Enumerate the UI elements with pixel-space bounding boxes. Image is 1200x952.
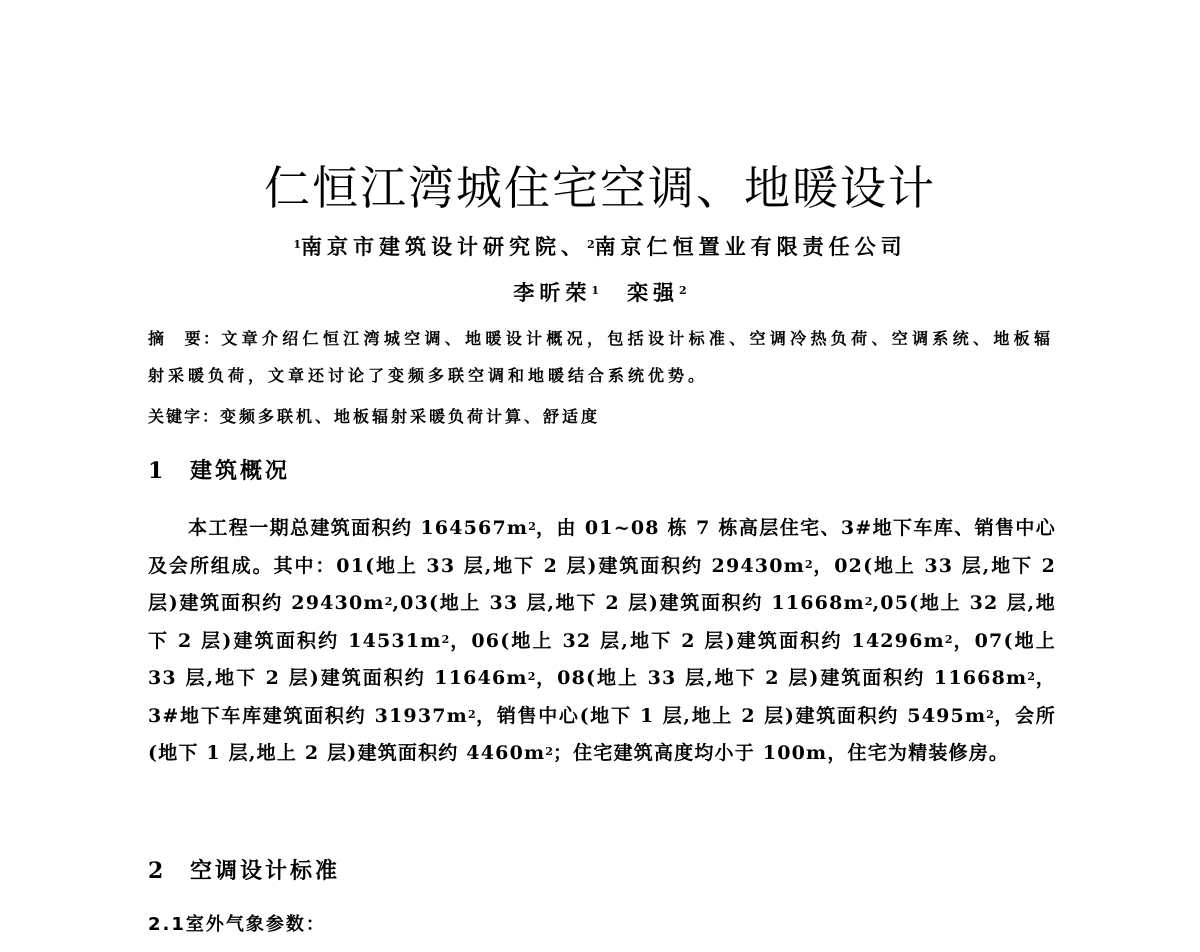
superscript: 2: [944, 632, 953, 646]
superscript: 2: [441, 632, 450, 646]
paragraph-text-run: ，02(地上 33 层,地下 2 层)建筑面积约 29430m: [148, 554, 1056, 614]
affiliation-mark-1: 1: [293, 238, 301, 251]
abstract-text: 文章介绍仁恒江湾城空调、地暖设计概况，包括设计标准、空调冷热负荷、空调系统、地板辐射采暖负荷，文章还讨论了变频多联空调和地暖结合系统优势。: [148, 329, 1054, 385]
paragraph-text-run: ,05(地上 32 层,地下 2 层)建筑面积约 14531m: [148, 592, 1056, 652]
subsection-heading-outdoor-params: 2.1室外气象参数：: [148, 914, 326, 935]
author-name: 李昕荣: [513, 280, 592, 305]
superscript: 2: [545, 745, 553, 758]
abstract-label: 摘 要：: [148, 329, 222, 348]
abstract: [148, 320, 1054, 394]
section-heading-ac-standard: [148, 856, 340, 886]
paragraph-text-run: ，销售中心(地下 1 层,地上 2 层)建筑面积约 5495m: [475, 704, 987, 727]
superscript: 2: [864, 595, 873, 608]
keywords-text: 变频多联机、地板辐射采暖负荷计算、舒适度: [220, 407, 601, 426]
affiliation-1: 南京市建筑设计研究院、: [301, 234, 587, 259]
author-mark: 2: [679, 284, 687, 297]
superscript: 2: [804, 557, 813, 571]
superscript: 2: [527, 670, 536, 683]
paragraph-text-run: ，07(地上 33 层,地下 2 层)建筑面积约 11646m: [148, 629, 1056, 689]
section-number: 2: [148, 858, 167, 884]
authors: [0, 278, 1200, 308]
section-heading-building: [148, 456, 290, 486]
keywords: [148, 402, 1054, 432]
superscript: 2: [467, 707, 476, 721]
superscript: 2: [384, 595, 393, 608]
superscript: 2: [1027, 670, 1035, 683]
paragraph-text-run: ，由 01~08 栋 7 栋高层住宅、3#地下车库、销售中心及会所组成。其中：01(地上 33 层,地下 2 层)建筑面积约 29430m: [148, 517, 1056, 577]
paragraph-text-run: ；住宅建筑高度均小于 100m，住宅为精装修房。: [552, 742, 1010, 764]
paragraph-text-run: 本工程一期总建筑面积约 164567m: [188, 517, 529, 539]
section-title: 建筑概况: [190, 458, 291, 484]
keywords-label: 关键字：: [148, 407, 221, 426]
affiliation-mark-2: 2: [587, 238, 595, 251]
paragraph-text-run: ，06(地上 32 层,地下 2 层)建筑面积约 14296m: [449, 629, 945, 652]
paragraph-text-run: ，08(地上 33 层,地下 2 层)建筑面积约 11668m: [535, 667, 1028, 689]
paragraph-text-run: ，3#地下车库建筑面积约 31937m: [148, 667, 1056, 727]
affiliation-2: 南京仁恒置业有限责任公司: [594, 234, 907, 259]
author-mark: 1: [591, 284, 599, 297]
paper-title: 仁恒江湾城住宅空调、地暖设计: [264, 161, 936, 215]
paragraph-text-run: ,03(地上 33 层,地下 2 层)建筑面积约 11668m: [392, 592, 865, 614]
superscript: 2: [528, 520, 536, 533]
superscript: 2: [986, 707, 994, 721]
section-number: 1: [148, 458, 167, 484]
author-name: 栾强: [627, 280, 679, 305]
affiliations: [0, 232, 1200, 262]
section-title: 空调设计标准: [190, 858, 341, 884]
paragraph-text-run: ，会所(地下 1 层,地上 2 层)建筑面积约 4460m: [148, 704, 1057, 764]
building-overview-paragraph: [148, 510, 1056, 773]
